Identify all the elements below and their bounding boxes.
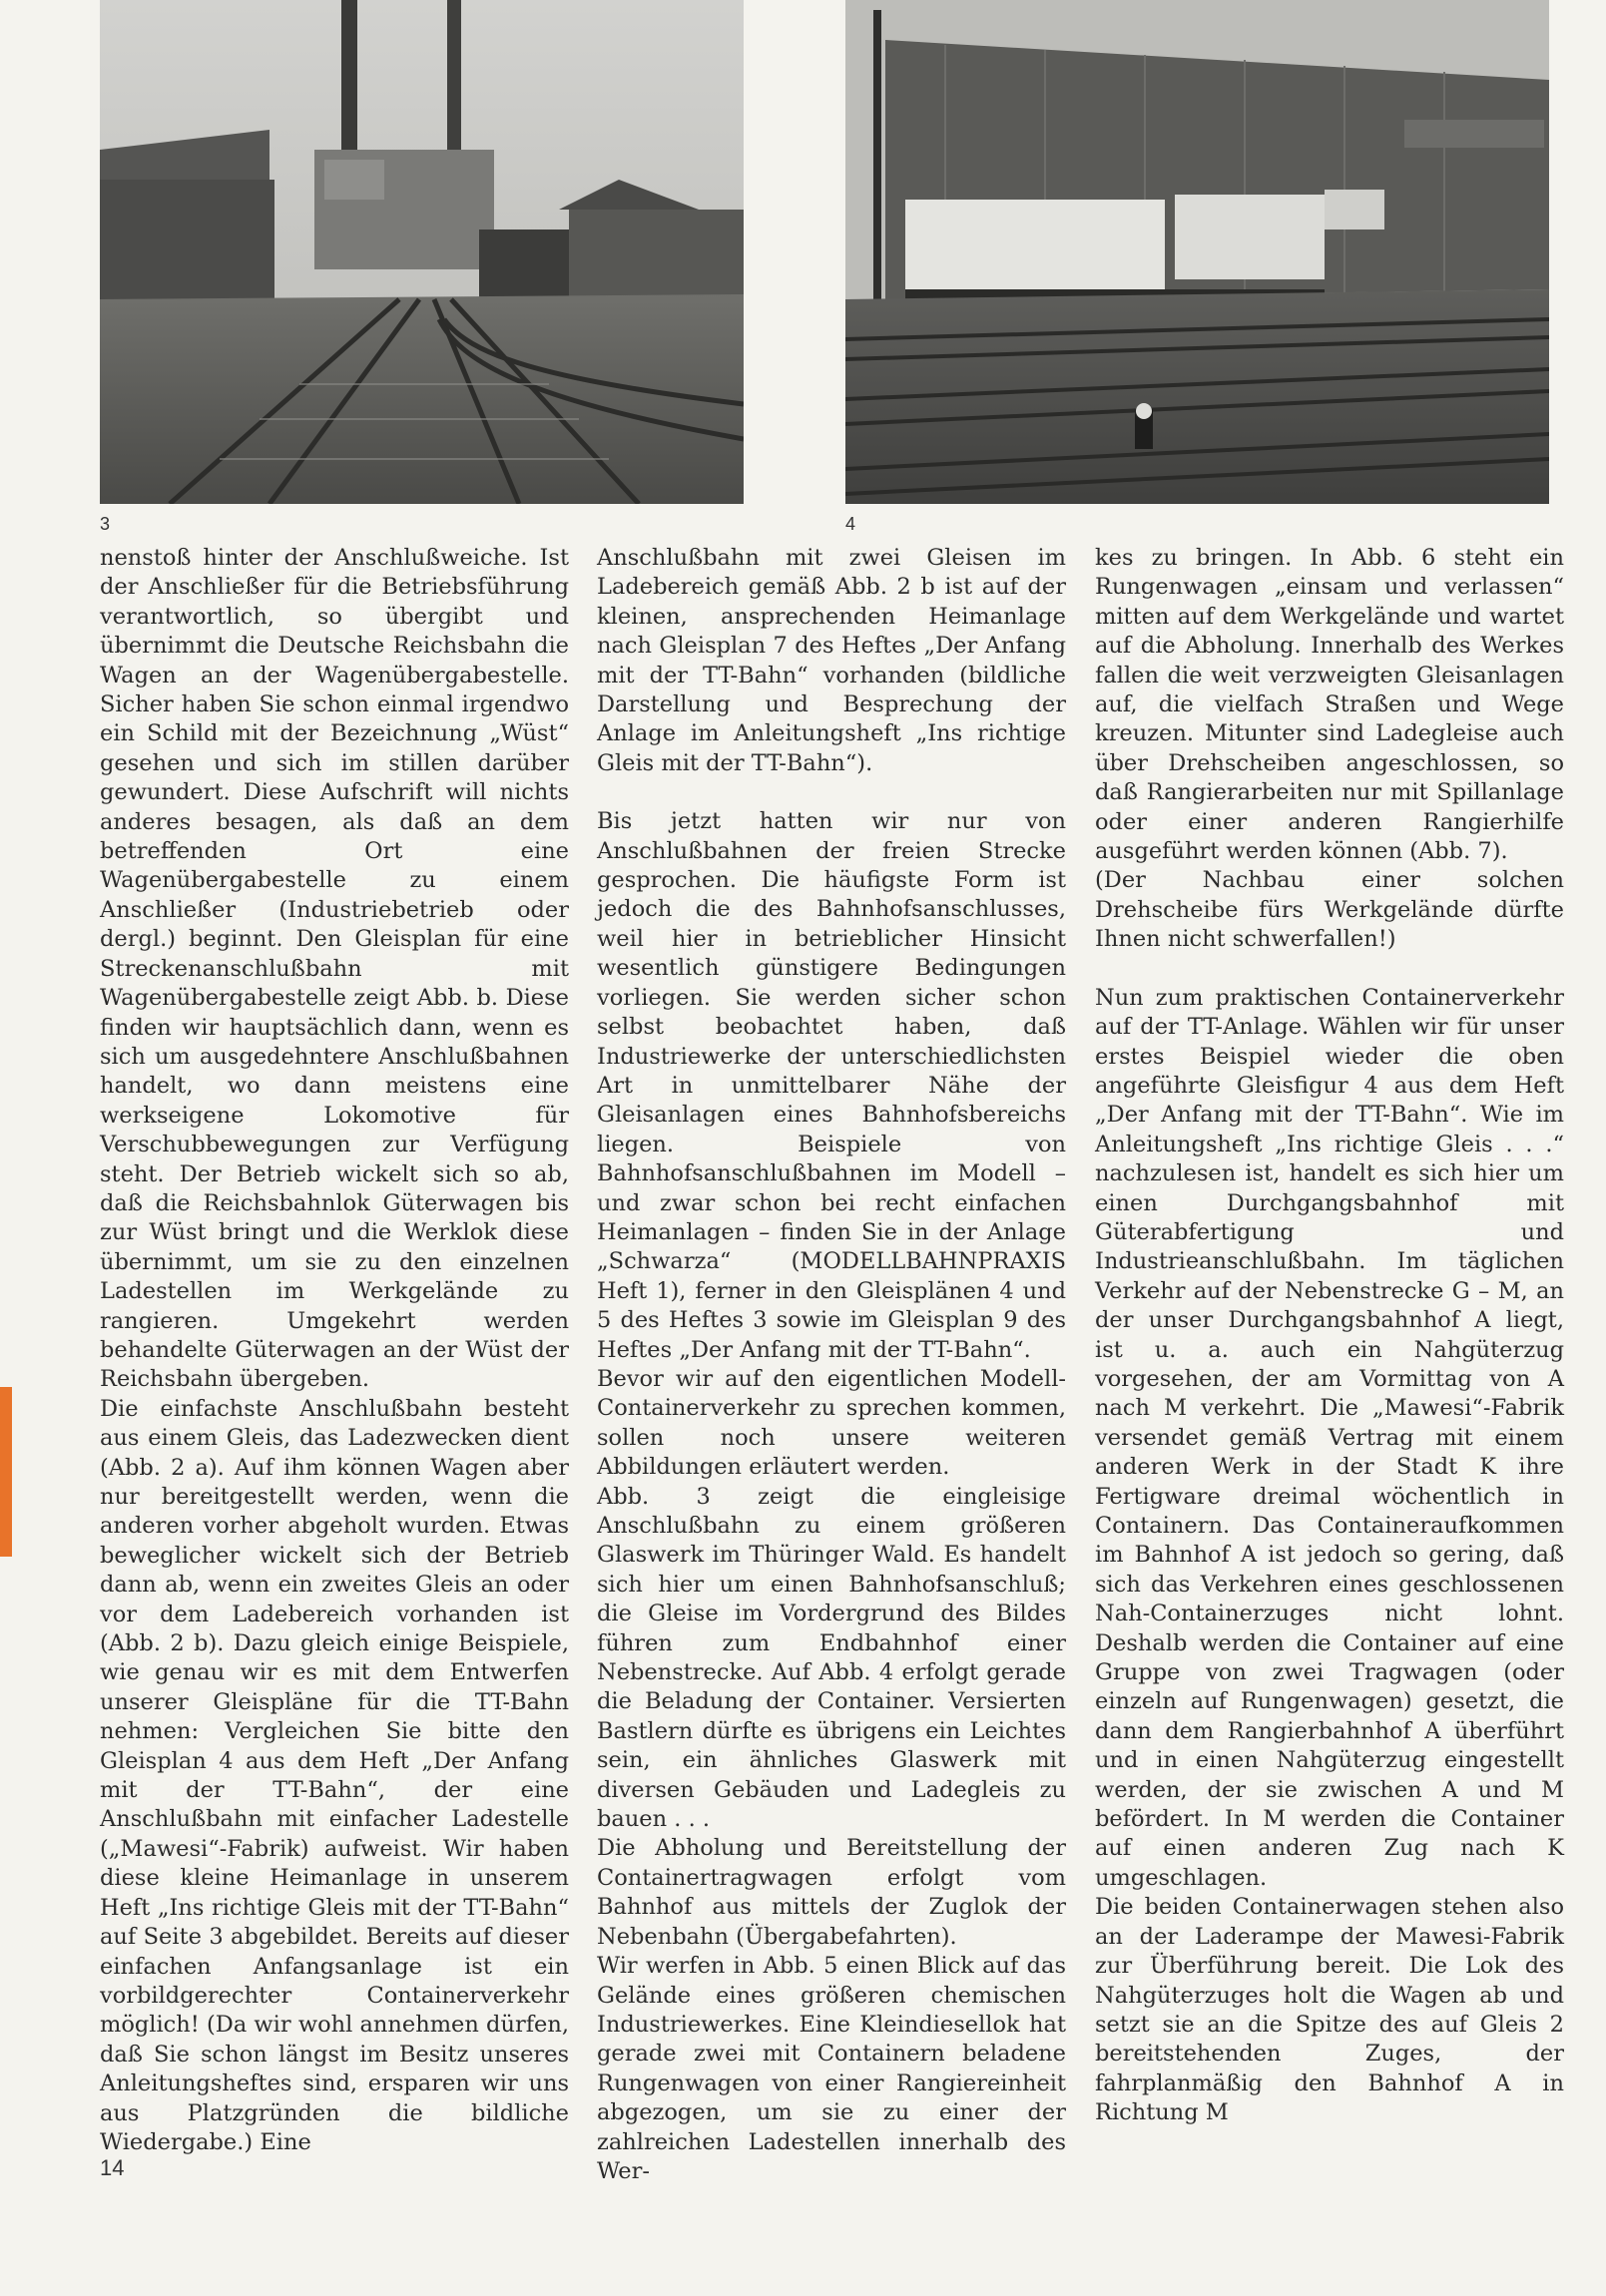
text-column-3 [1095,544,1564,2128]
paragraph: Wir werfen in Abb. 5 einen Blick auf das Gelände eines größeren chemischen Industriewerkes. Eine Kleindiesellok hat gerade zwei mit Containern beladene Rungenwagen von einer Rangiereinheit abgezogen, um sie zu einer der zahlreichen Ladestellen innerhalb des Wer- [597,1953,1066,2184]
paragraph: Die Abholung und Bereitstellung der Containertragwagen erfolgt vom Bahnhof aus mittels der Zuglok der Nebenbahn (Übergabefahrten). [597,1835,1066,1950]
paragraph: (Der Nachbau einer solchen Drehscheibe fürs Werkgelände dürfte Ihnen nicht schwerfallen!) [1095,867,1564,953]
edge-color-tab [0,1387,12,1557]
figure-number-3: 3 [100,514,111,534]
paragraph: Anschlußbahn mit zwei Gleisen im Ladebereich gemäß Abb. 2 b ist auf der kleinen, ansprechenden Heimanlage nach Gleisplan 7 des Heftes „Der Anfang mit der TT-Bahn“ vorhanden (bildliche Darstellung und Besprechung der Anlage im Anleitungsheft „Ins richtige Gleis mit der TT-Bahn“). [597,545,1066,776]
paragraph: nenstoß hinter der Anschlußweiche. Ist der Anschließer für die Betriebsführung verantwortlich, so übergibt und übernimmt die Deutsche Reichsbahn die Wagen an der Wagenübergabestelle. Sicher haben Sie schon einmal irgendwo ein Schild mit der Bezeichnung „Wüst“ gesehen und sich im stillen darüber gewundert. Diese Aufschrift will nichts anderes besagen, als daß an dem betreffenden Ort eine Wagenübergabestelle zu einem Anschließer (Industriebetrieb oder dergl.) beginnt. Den Gleisplan für eine Streckenanschlußbahn mit Wagenübergabestelle zeigt Abb. b. Diese finden wir hauptsächlich dann, wenn es sich um ausgedehntere Anschlußbahnen handelt, wo dann meistens eine werkseigene Lokomotive für Verschubbewegungen zur Verfügung steht. Der Betrieb wickelt sich so ab, daß die Reichsbahnlok Güterwagen bis zur Wüst bringt und die Werklok diese übernimmt, um sie zu den einzelnen Ladestellen im Werkgelände zu rangieren. Umgekehrt werden behandelte Güterwagen an der Wüst der Reichsbahn übergeben. [100,545,569,1393]
paragraph: Abb. 3 zeigt die eingleisige Anschlußbahn zu einem größeren Glaswerk im Thüringer Wald. Es handelt sich hier um einen Bahnhofsanschluß; die Gleise im Vordergrund des Bildes führen zum Endbahnhof einer Nebenstrecke. Auf Abb. 4 erfolgt gerade die Beladung der Container. Versierten Bastlern dürfte es übrigens ein Leichtes sein, ein ähnliches Glaswerk mit diversen Gebäuden und Ladegleis zu bauen . . . [597,1483,1066,1833]
paragraph: Die beiden Containerwagen stehen also an der Laderampe der Mawesi-Fabrik zur Überführung bereit. Die Lok des Nahgüterzuges holt die Wagen ab und setzt sie an die Spitze des auf Gleis 2 bereitstehenden Zuges, der fahrplanmäßig den Bahnhof A in Richtung M [1095,1894,1564,2126]
paragraph: Nun zum praktischen Containerverkehr auf der TT-Anlage. Wählen wir für unser erstes Beispiel wieder die oben angeführte Gleisfigur 4 aus dem Heft „Der Anfang mit der TT-Bahn“. Wie im Anleitungsheft „Ins richtige Gleis . . .“ nachzulesen ist, handelt es sich hier um einen Durchgangsbahnhof mit Güterabfertigung und Industrieanschlußbahn. Im täglichen Verkehr auf der Nebenstrecke G – M, an der unser Durchgangsbahnhof A liegt, ist u. a. auch ein Nahgüterzug vorgesehen, der am Vormittag von A nach M verkehrt. Die „Mawesi“-Fabrik versendet gemäß Vertrag mit einem anderen Werk in der Stadt K ihre Fertigware dreimal wöchentlich in Containern. Das Containeraufkommen im Bahnhof A ist jedoch so gering, daß sich das Verkehren eines geschlossenen Nah-Containerzuges nicht lohnt. Deshalb werden die Container auf eine Gruppe von zwei Tragwagen (oder einzeln auf Rungenwagen) gesetzt, die dann dem Rangierbahnhof A überführt und in einen Nahgüterzug eingestellt werden, der sie zwischen A und M befördert. In M werden die Container auf einen anderen Zug nach K umgeschlagen. [1095,984,1564,1891]
photo-glassworks-siding [100,0,744,504]
paragraph: Die einfachste Anschlußbahn besteht aus einem Gleis, das Ladezwecken dient (Abb. 2 a). Auf ihm können Wagen aber nur bereitgestellt werden, wenn die anderen vorher abgeholt wurden. Etwas beweglicher wickelt sich der Betrieb dann ab, wenn ein zweites Gleis an oder vor dem Ladebereich vorhanden ist (Abb. 2 b). Dazu gleich einige Beispiele, wie genau wir es mit dem Entwerfen unserer Gleispläne für die TT-Bahn nehmen: Vergleichen Sie bitte den Gleisplan 4 aus dem Heft „Der Anfang mit der TT-Bahn“, der eine Anschlußbahn mit einfacher Ladestelle („Mawesi“-Fabrik) aufweist. Wir haben diese kleine Heimanlage in unserem Heft „Ins richtige Gleis mit der TT-Bahn“ auf Seite 3 abgebildet. Bereits auf dieser einfachen Anfangsanlage ist ein vorbildgerechter Containerverkehr möglich! (Da wir wohl annehmen dürfen, daß Sie schon längst im Besitz unseres Anleitungsheftes sind, ersparen wir uns aus Platzgründen die bildliche Wiedergabe.) Eine [100,1395,569,2155]
photo-container-loading [845,0,1549,504]
text-column-1 [100,544,569,2157]
figure-number-4: 4 [845,514,856,534]
paragraph: kes zu bringen. In Abb. 6 steht ein Rungenwagen „einsam und verlassen“ mitten auf dem Werkgelände und wartet auf die Abholung. Innerhalb des Werkes fallen die weit verzweigten Gleisanlagen auf, die vielfach Straßen und Wege kreuzen. Mitunter sind Ladegleise auch über Drehscheiben angeschlossen, so daß Rangierarbeiten nur mit Spillanlage oder einer anderen Rangierhilfe ausgeführt werden können (Abb. 7). [1095,545,1564,865]
text-column-2 [597,544,1066,2186]
paragraph: Bevor wir auf den eigentlichen Modell-Containerverkehr zu sprechen kommen, sollen noch unsere weiteren Abbildungen erläutert werden. [597,1365,1066,1481]
paragraph: Bis jetzt hatten wir nur von Anschlußbahnen der freien Strecke gesprochen. Die häufigste Form ist jedoch die des Bahnhofsanschlusses, weil hier in betrieblicher Hinsicht wesentlich günstigere Bedingungen vorliegen. Sie werden sicher schon selbst beobachtet haben, daß Industriewerke der unterschiedlichsten Art in unmittelbarer Nähe der Gleisanlagen eines Bahnhofsbereichs liegen. Beispiele von Bahnhofsanschlußbahnen im Modell – und zwar schon bei recht einfachen Heimanlagen – finden Sie in der Anlage „Schwarza“ (MODELLBAHNPRAXIS Heft 1), ferner in den Gleisplänen 4 und 5 des Heftes 3 sowie im Gleisplan 9 des Heftes „Der Anfang mit der TT-Bahn“. [597,808,1066,1363]
page-number: 14 [100,2155,125,2180]
